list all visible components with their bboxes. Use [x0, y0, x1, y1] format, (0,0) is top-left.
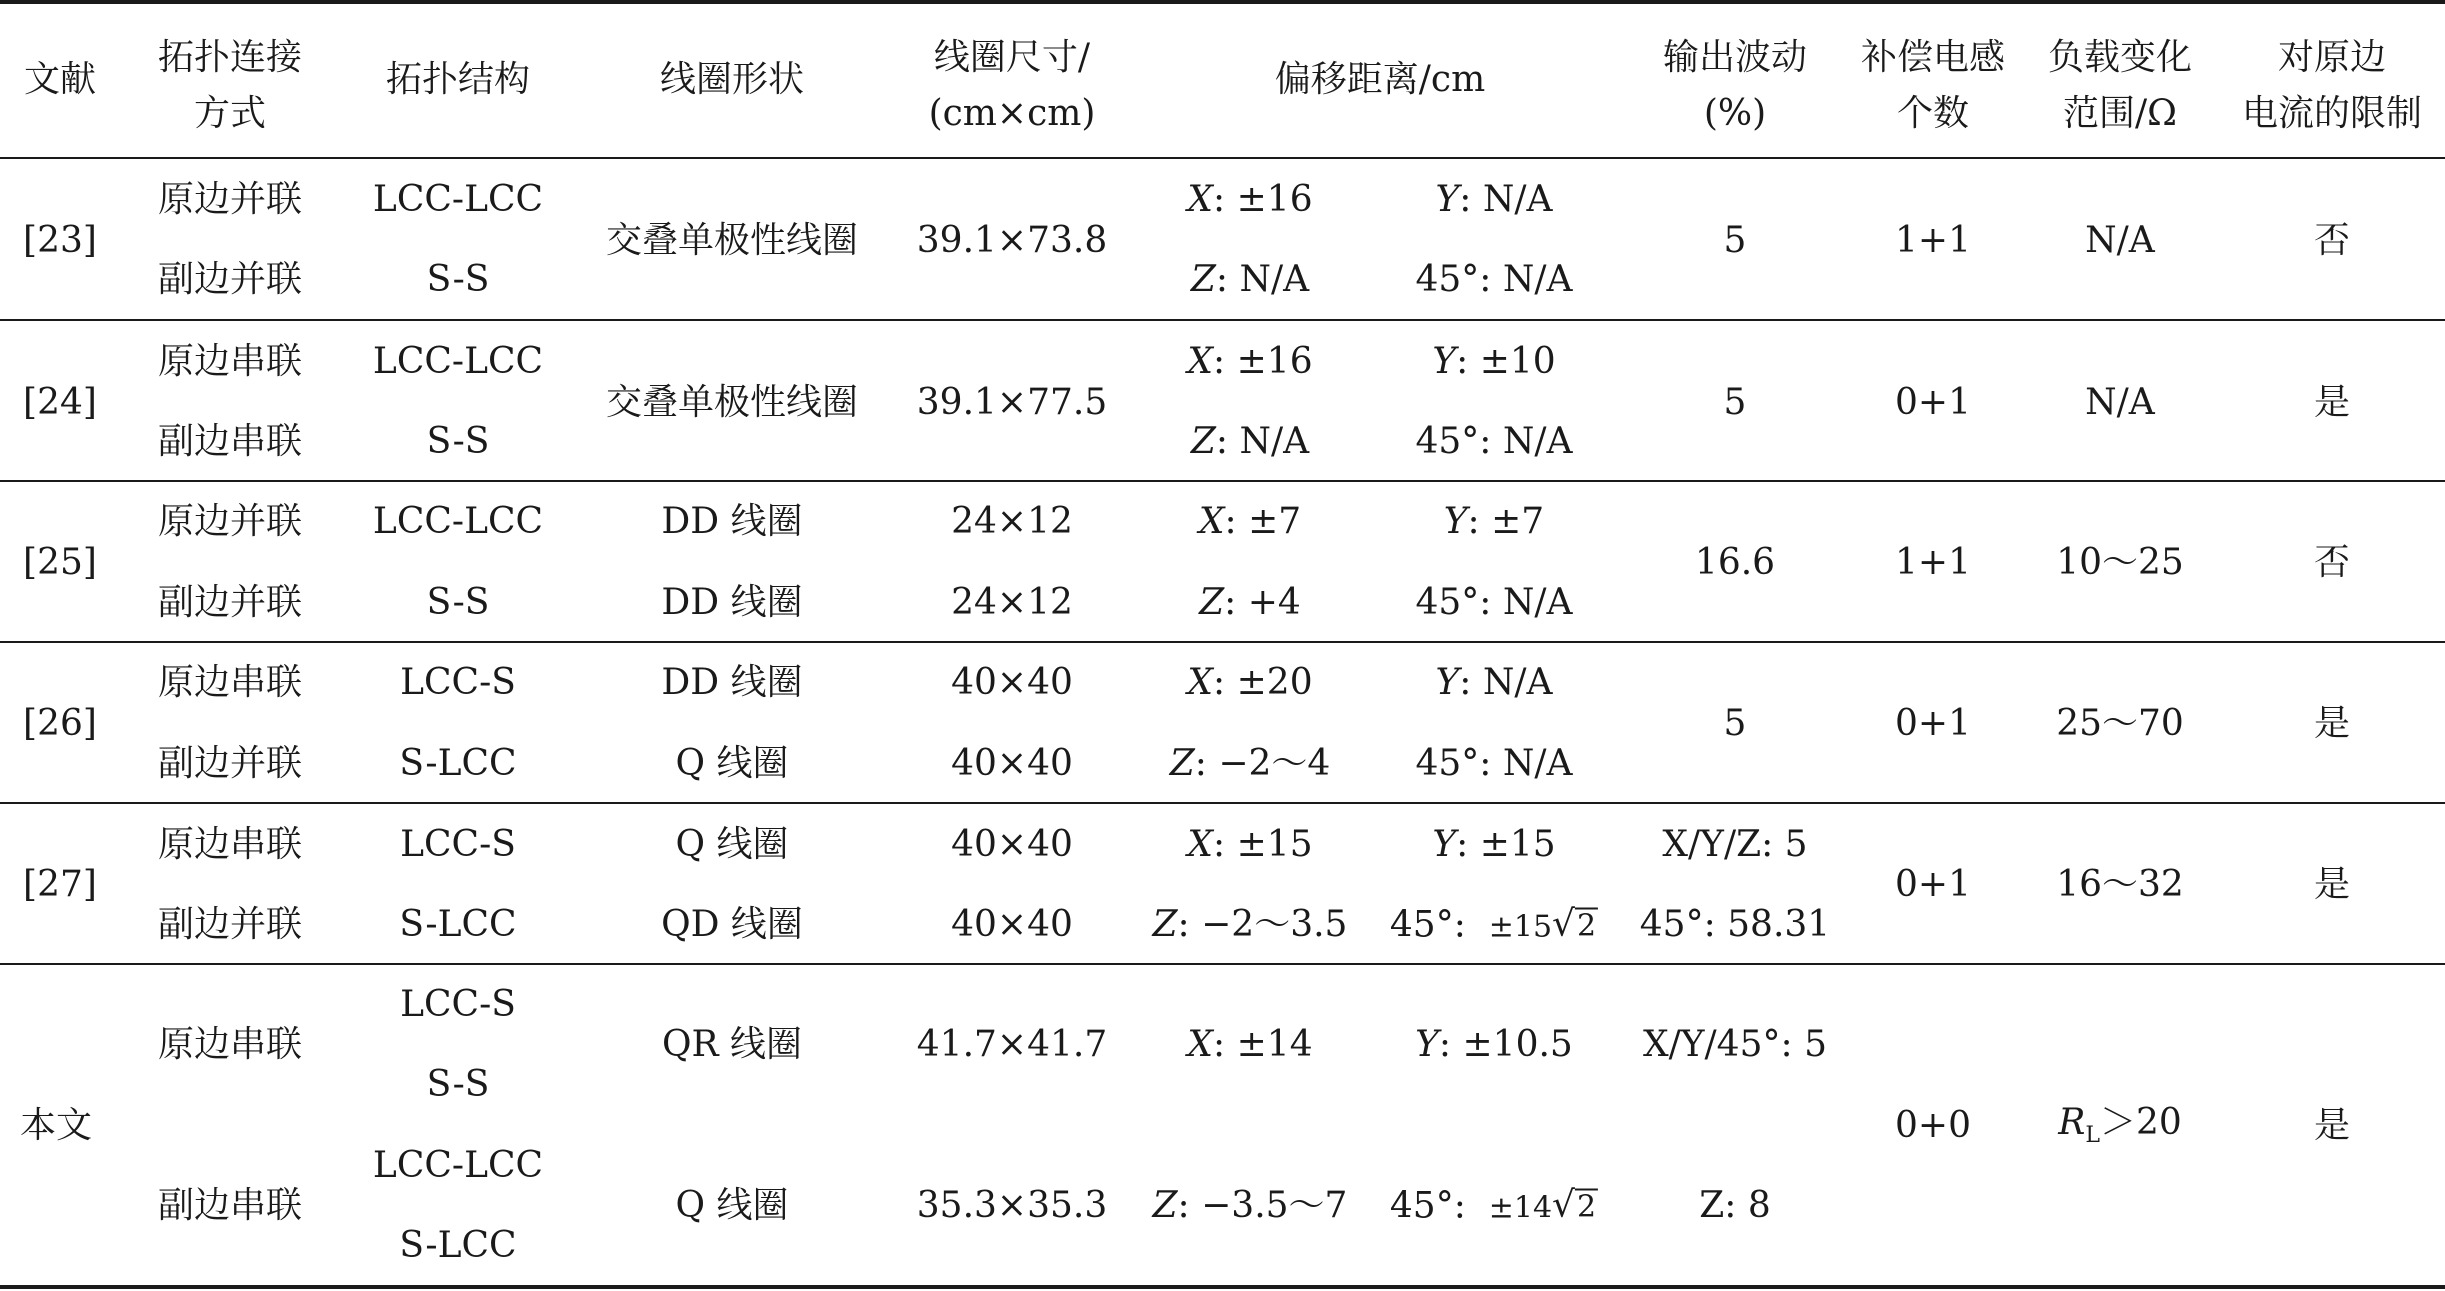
row-comp: 0+0 [1895, 1105, 1971, 1146]
row-topo-secondary: S-S [426, 582, 490, 623]
row-coil-shape-secondary: QD 线圈 [661, 904, 803, 945]
header-output-fluct-line2: (%) [1703, 93, 1767, 134]
header-load-line2: 范围/Ω [2063, 93, 2177, 134]
row-ref: [23] [23, 220, 97, 261]
row-coil-shape-primary: Q 线圈 [675, 824, 789, 865]
row-fluct-line1: X/Y/45°: 5 [1643, 1024, 1827, 1065]
row-fluct: 5 [1723, 220, 1747, 261]
row-fluct: 5 [1723, 703, 1747, 744]
row-offset-y: Y: ±10.5 [1415, 1024, 1573, 1065]
row-coil-shape-primary: DD 线圈 [661, 501, 803, 542]
row-offset-y: Y: ±15 [1432, 824, 1556, 865]
header-comp-line1: 补偿电感 [1860, 37, 2006, 78]
row-offset-x: X: ±14 [1187, 1024, 1313, 1065]
row-conn-primary: 原边并联 [157, 501, 303, 542]
row-comp: 1+1 [1895, 220, 1971, 261]
row-fluct: 5 [1723, 382, 1747, 423]
row-load: $R_L>20$ [2058, 1101, 2182, 1149]
row-offset-z: Z: −2～4 [1169, 743, 1331, 784]
row-offset-45: 45°: ±14 √ 2 [1389, 1184, 1597, 1227]
row-conn-secondary: 副边并联 [157, 904, 303, 945]
row-limit: 是 [2313, 864, 2351, 905]
row-coil-size-secondary: 24×12 [951, 582, 1073, 623]
row-ref: 本文 [20, 1105, 93, 1146]
row-offset-x: X: ±16 [1187, 179, 1313, 220]
row-offset-z: Z: −2～3.5 [1152, 904, 1348, 945]
row-fluct-line2: 45°: 58.31 [1639, 904, 1831, 945]
row-conn-primary: 原边并联 [157, 179, 303, 220]
header-topology-conn-line1: 拓扑连接 [157, 37, 303, 78]
row-comp: 0+1 [1895, 703, 1971, 744]
table-top-rule [0, 0, 2445, 4]
row-fluct-line1: X/Y/Z: 5 [1662, 824, 1808, 865]
row-offset-x: X: ±15 [1187, 824, 1313, 865]
row-divider [0, 480, 2445, 482]
row-coil-shape-primary: DD 线圈 [661, 662, 803, 703]
row-coil-size-primary: 40×40 [951, 662, 1073, 703]
row-coil-size: 39.1×77.5 [916, 382, 1108, 423]
row-limit: 否 [2313, 220, 2351, 261]
row-divider [0, 319, 2445, 321]
table-bottom-rule [0, 1285, 2445, 1289]
row-conn-secondary: 副边串联 [157, 421, 303, 462]
row-conn-primary: 原边串联 [157, 662, 303, 703]
row-topo-2: S-S [426, 1064, 490, 1105]
row-divider [0, 641, 2445, 643]
header-limit-line2: 电流的限制 [2241, 93, 2423, 134]
row-divider [0, 963, 2445, 965]
row-coil-size-primary: 40×40 [951, 824, 1073, 865]
row-limit: 否 [2313, 542, 2351, 583]
row-topo-primary: LCC-LCC [372, 501, 544, 542]
row-comp: 0+1 [1895, 382, 1971, 423]
row-conn-primary: 原边串联 [157, 341, 303, 382]
header-topology-conn-line2: 方式 [193, 93, 267, 134]
row-load: N/A [2085, 382, 2155, 423]
row-topo-secondary: S-LCC [399, 743, 517, 784]
header-coil-size-line1: 线圈尺寸/ [933, 37, 1091, 78]
row-offset-y: Y: N/A [1435, 179, 1553, 220]
row-conn-primary: 原边串联 [157, 1024, 303, 1065]
row-offset-45: 45°: ±15 √ 2 [1389, 903, 1597, 946]
row-coil-shape-secondary: Q 线圈 [675, 743, 789, 784]
row-offset-45: 45°: N/A [1415, 259, 1573, 300]
row-limit: 是 [2313, 1105, 2351, 1146]
row-topo-1: LCC-S [400, 984, 516, 1025]
row-topo-3: LCC-LCC [372, 1145, 544, 1186]
header-load-line1: 负载变化 [2047, 37, 2193, 78]
row-topo-secondary: S-S [426, 259, 490, 300]
row-ref: [24] [23, 382, 97, 423]
row-offset-45: 45°: N/A [1415, 582, 1573, 623]
row-limit: 是 [2313, 703, 2351, 744]
row-offset-y: Y: ±10 [1432, 341, 1556, 382]
row-topo-primary: LCC-S [400, 824, 516, 865]
row-ref: [26] [23, 703, 97, 744]
row-offset-x: X: ±16 [1187, 341, 1313, 382]
row-limit: 是 [2313, 382, 2351, 423]
header-coil-size-line2: (cm×cm) [928, 93, 1096, 134]
row-topo-primary: LCC-S [400, 662, 516, 703]
row-load: 25～70 [2056, 703, 2184, 744]
row-comp: 0+1 [1895, 864, 1971, 905]
row-offset-z: Z: N/A [1190, 259, 1310, 300]
row-offset-y: Y: N/A [1435, 662, 1553, 703]
row-coil-size-secondary: 40×40 [951, 743, 1073, 784]
header-output-fluct-line1: 输出波动 [1662, 37, 1808, 78]
row-comp: 1+1 [1895, 542, 1971, 583]
row-coil-size-primary: 24×12 [951, 501, 1073, 542]
header-ref: 文献 [23, 59, 97, 100]
row-coil-shape: 交叠单极性线圈 [605, 220, 859, 261]
sqrt-expression: ±14 √ 2 [1488, 1184, 1597, 1226]
row-load: 16～32 [2056, 864, 2184, 905]
row-offset-z: Z: +4 [1199, 582, 1301, 623]
sqrt-expression: ±15 √ 2 [1488, 903, 1597, 945]
row-conn-secondary: 副边串联 [157, 1185, 303, 1226]
row-offset-x: X: ±7 [1198, 501, 1302, 542]
row-coil-shape-primary: QR 线圈 [661, 1024, 803, 1065]
row-coil-shape: 交叠单极性线圈 [605, 382, 859, 423]
row-load: 10～25 [2056, 542, 2184, 583]
header-comp-line2: 个数 [1896, 93, 1970, 134]
row-topo-secondary: S-S [426, 421, 490, 462]
row-offset-x: X: ±20 [1187, 662, 1313, 703]
row-ref: [27] [23, 864, 97, 905]
row-coil-shape-secondary: Q 线圈 [675, 1185, 789, 1226]
row-topo-4: S-LCC [399, 1225, 517, 1266]
row-conn-primary: 原边串联 [157, 824, 303, 865]
header-bottom-rule [0, 157, 2445, 159]
row-divider [0, 802, 2445, 804]
row-coil-size-primary: 41.7×41.7 [916, 1024, 1108, 1065]
header-coil-shape: 线圈形状 [659, 59, 805, 100]
row-topo-primary: LCC-LCC [372, 341, 544, 382]
row-fluct-line2: Z: 8 [1699, 1185, 1771, 1226]
row-load: N/A [2085, 220, 2155, 261]
row-offset-z: Z: N/A [1190, 421, 1310, 462]
row-coil-size: 39.1×73.8 [916, 220, 1108, 261]
row-coil-shape-secondary: DD 线圈 [661, 582, 803, 623]
row-fluct: 16.6 [1694, 542, 1776, 583]
row-ref: [25] [23, 542, 97, 583]
header-offset: 偏移距离/cm [1274, 59, 1486, 100]
row-topo-primary: LCC-LCC [372, 179, 544, 220]
row-offset-45: 45°: N/A [1415, 421, 1573, 462]
row-topo-secondary: S-LCC [399, 904, 517, 945]
row-offset-y: Y: ±7 [1443, 501, 1545, 542]
row-coil-size-secondary: 40×40 [951, 904, 1073, 945]
header-limit-line1: 对原边 [2277, 37, 2387, 78]
header-topology: 拓扑结构 [385, 59, 531, 100]
row-coil-size-secondary: 35.3×35.3 [916, 1185, 1108, 1226]
row-conn-secondary: 副边并联 [157, 582, 303, 623]
row-conn-secondary: 副边并联 [157, 743, 303, 784]
row-offset-45: 45°: N/A [1415, 743, 1573, 784]
row-conn-secondary: 副边并联 [157, 259, 303, 300]
row-offset-z: Z: −3.5～7 [1152, 1185, 1348, 1226]
